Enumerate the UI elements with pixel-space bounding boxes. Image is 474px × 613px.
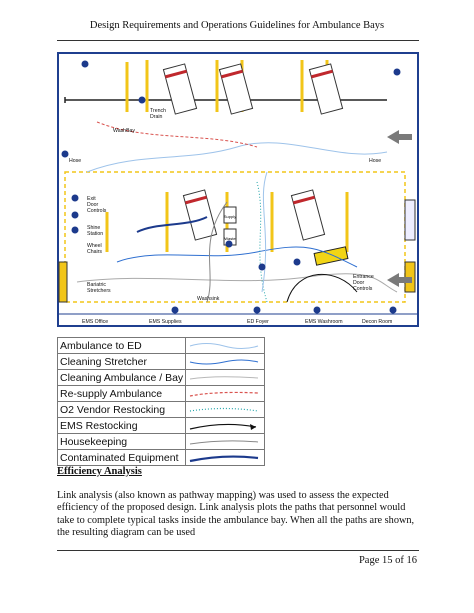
section-paragraph: Link analysis (also known as pathway mapping) was used to assess the expected efficiency of the proposed design. Link analysis plots the paths that personnel would take to complete typical tasks inside the ambulance bay. When all the paths are shown, the resulting diagram can be used — [57, 490, 415, 539]
legend-label: Contaminated Equipment — [58, 450, 186, 466]
legend-swatch — [186, 418, 265, 434]
room-ems-washroom: EMS Washroom — [305, 319, 343, 325]
page-header: Design Requirements and Operations Guidelines for Ambulance Bays — [89, 20, 385, 31]
label-washsink: Washsink — [197, 296, 220, 302]
legend-row — [58, 370, 265, 386]
legend-swatch — [186, 338, 265, 354]
legend-swatch — [186, 450, 265, 466]
page-number: Page 15 of 16 — [358, 555, 417, 566]
label-washbay: WashBay — [113, 128, 136, 134]
room-ems-supplies: EMS Supplies — [149, 319, 182, 325]
label-entrance-door-controls: Entrance Door Controls — [353, 274, 374, 292]
header-rule — [57, 40, 419, 41]
legend-row — [58, 418, 265, 434]
legend-label: Re-supply Ambulance — [58, 386, 186, 402]
legend-row — [58, 338, 265, 354]
legend-row — [58, 450, 265, 466]
label-hose-left: Hose — [69, 158, 82, 164]
legend-swatch — [186, 434, 265, 450]
legend-label: Cleaning Stretcher — [58, 354, 186, 370]
legend-label: Housekeeping — [58, 434, 186, 450]
room-ed-foyer: ED Foyer — [247, 319, 269, 325]
label-wheel-chairs: Wheel Chairs — [87, 243, 102, 255]
pathway-legend — [57, 337, 265, 466]
ambulance-bay-floor-plan — [57, 52, 419, 327]
left-cabinet — [59, 262, 67, 302]
legend-swatch — [186, 386, 265, 402]
center-box-supply-label: Supply — [223, 214, 237, 219]
legend-row — [58, 434, 265, 450]
legend-swatch — [186, 370, 265, 386]
label-trench-drain: Trench Drain — [150, 108, 166, 120]
label-bariatric-stretchers: Bariatric Stretchers — [87, 282, 111, 294]
legend-swatch — [186, 402, 265, 418]
label-hose-right: Hose — [369, 158, 382, 164]
legend-row — [58, 402, 265, 418]
label-shine-station: Shine Station — [87, 225, 104, 237]
legend-label: O2 Vendor Restocking — [58, 402, 186, 418]
room-decon: Decon Room — [362, 319, 393, 325]
footer-rule — [57, 550, 419, 551]
legend-row — [58, 354, 265, 370]
legend-label: Ambulance to ED — [58, 338, 186, 354]
section-heading: Efficiency Analysis — [57, 466, 142, 477]
legend-swatch — [186, 354, 265, 370]
center-box-waste-label: Waste — [224, 236, 236, 241]
legend-row — [58, 386, 265, 402]
legend-label: Cleaning Ambulance / Bay — [58, 370, 186, 386]
legend-label: EMS Restocking — [58, 418, 186, 434]
room-ems-office: EMS Office — [82, 319, 109, 325]
o2-cabinet — [405, 200, 415, 240]
label-exit-door-controls: Exit Door Controls — [87, 196, 107, 214]
